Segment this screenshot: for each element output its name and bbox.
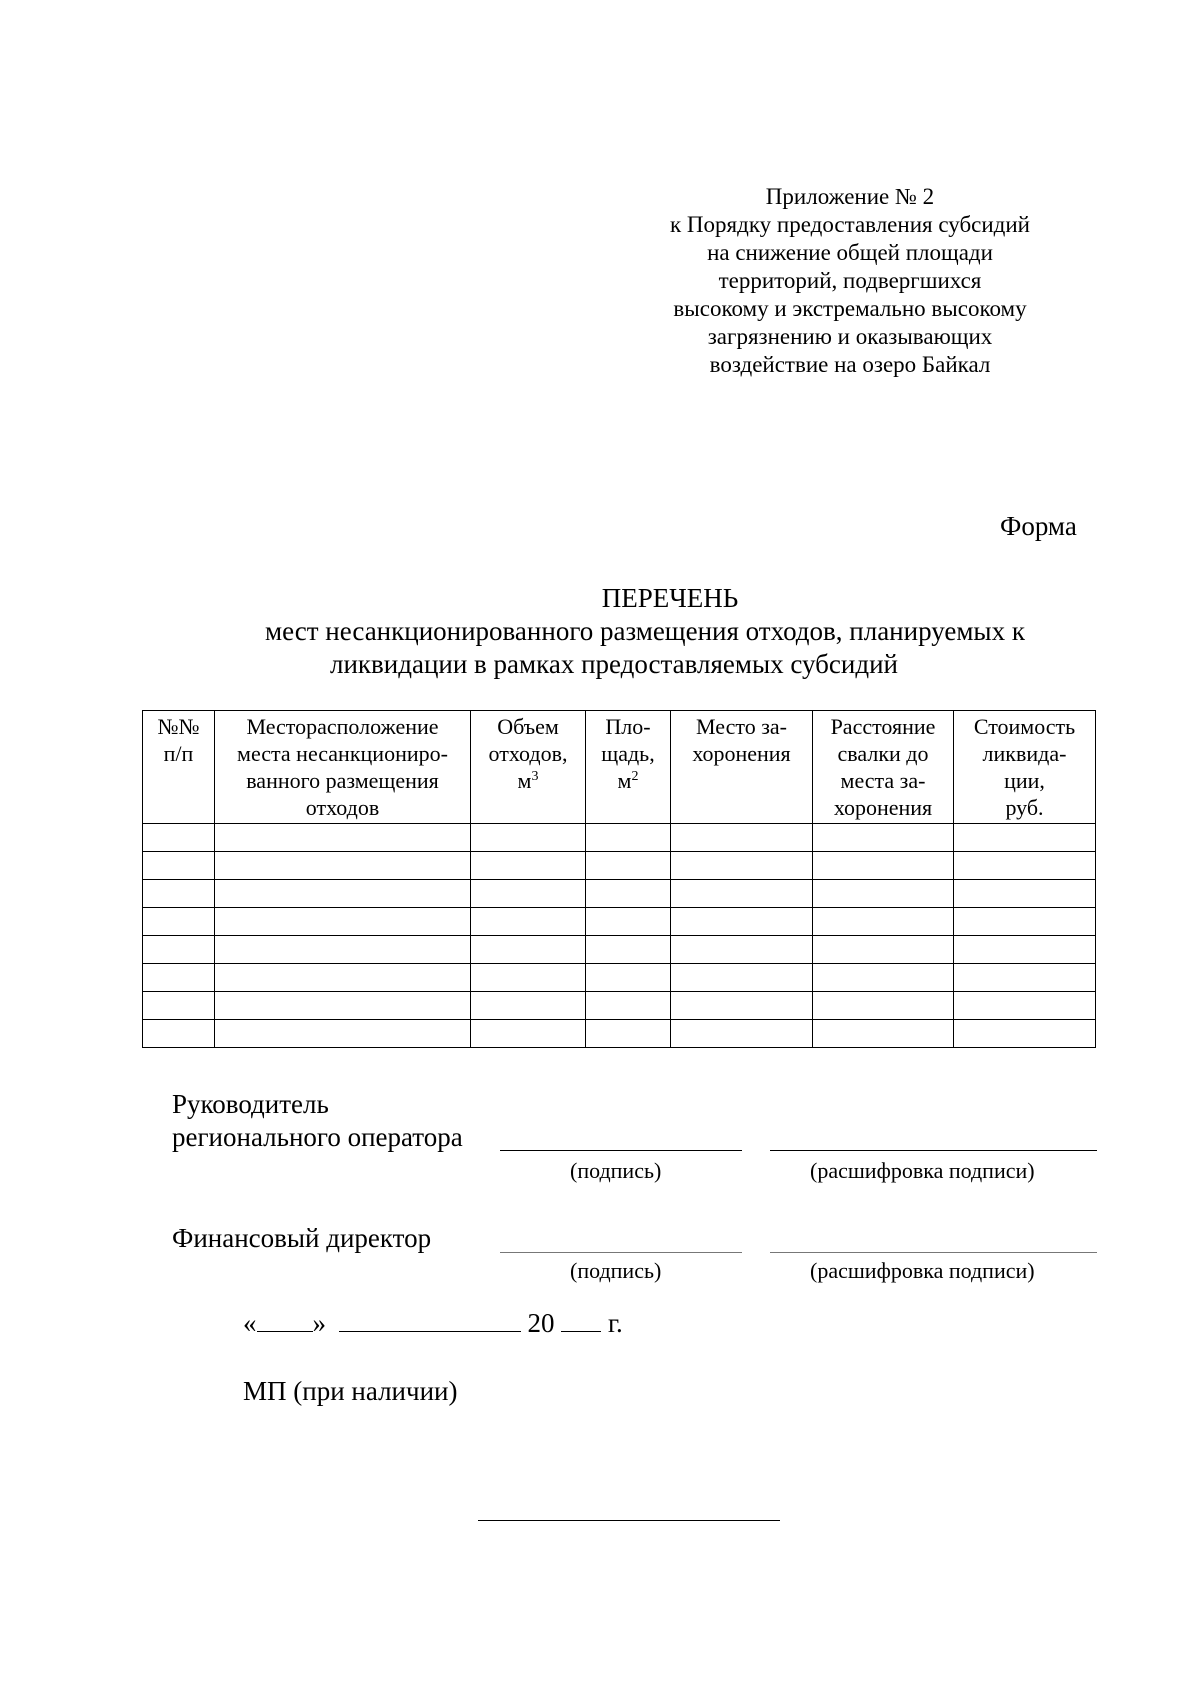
- finance-signature-caption: (подпись): [570, 1258, 662, 1283]
- annex-line: к Порядку предоставления субсидий: [670, 212, 1030, 237]
- form-label: Форма: [1000, 511, 1077, 541]
- table-cell[interactable]: [586, 880, 671, 908]
- header-burial-place: Место за- хоронения: [671, 711, 813, 824]
- table-cell[interactable]: [586, 824, 671, 852]
- table-cell[interactable]: [215, 852, 471, 880]
- table-row: [143, 964, 1096, 992]
- table-cell[interactable]: [215, 908, 471, 936]
- title-line-1: ПЕРЕЧЕНЬ: [601, 583, 739, 613]
- unit-superscript: 2: [631, 769, 639, 784]
- table-cell[interactable]: [143, 852, 215, 880]
- table-cell[interactable]: [215, 964, 471, 992]
- table-body: [143, 824, 1096, 1048]
- date-close-quote: »: [312, 1308, 326, 1338]
- table-cell[interactable]: [671, 964, 813, 992]
- head-decode-line[interactable]: [770, 1150, 1097, 1151]
- table-cell[interactable]: [813, 992, 954, 1020]
- header-location: Месторасположение места несанкциониро- ванного размещения отходов: [215, 711, 471, 824]
- header-distance: Расстояние свалки до места за- хоронения: [813, 711, 954, 824]
- finance-signature-line[interactable]: [500, 1252, 742, 1253]
- table-cell[interactable]: [954, 964, 1096, 992]
- dumpsites-table: [142, 710, 1096, 1048]
- table-row: [143, 1020, 1096, 1048]
- table-cell[interactable]: [471, 964, 586, 992]
- table-cell[interactable]: [215, 1020, 471, 1048]
- header-cost: Стоимость ликвида- ции, руб.: [954, 711, 1096, 824]
- table-cell[interactable]: [954, 852, 1096, 880]
- table-cell[interactable]: [143, 1020, 215, 1048]
- table-header-row: [143, 711, 1096, 824]
- title-line-3: ликвидации в рамках предоставляемых субсидий: [330, 649, 898, 679]
- table-cell[interactable]: [586, 992, 671, 1020]
- table-cell[interactable]: [143, 936, 215, 964]
- table-cell[interactable]: [143, 824, 215, 852]
- table-cell[interactable]: [215, 824, 471, 852]
- table-cell[interactable]: [586, 852, 671, 880]
- date-line: [243, 1305, 623, 1339]
- table-cell[interactable]: [471, 1020, 586, 1048]
- table-cell[interactable]: [143, 964, 215, 992]
- table-cell[interactable]: [671, 908, 813, 936]
- table-cell[interactable]: [954, 880, 1096, 908]
- table-cell[interactable]: [813, 964, 954, 992]
- table-cell[interactable]: [671, 936, 813, 964]
- table-cell[interactable]: [813, 852, 954, 880]
- annex-line: загрязнению и оказывающих: [707, 324, 993, 349]
- month-blank[interactable]: [339, 1305, 521, 1332]
- finance-decode-caption: (расшифровка подписи): [810, 1258, 1035, 1283]
- table-row: [143, 852, 1096, 880]
- table-cell[interactable]: [143, 880, 215, 908]
- table-cell[interactable]: [215, 992, 471, 1020]
- table-cell[interactable]: [954, 908, 1096, 936]
- table-cell[interactable]: [813, 908, 954, 936]
- head-signature-line[interactable]: [500, 1150, 742, 1151]
- table-cell[interactable]: [671, 880, 813, 908]
- table-cell[interactable]: [954, 936, 1096, 964]
- year-blank[interactable]: [561, 1305, 601, 1332]
- title-line-2: мест несанкционированного размещения отходов, планируемых к: [265, 616, 1025, 646]
- table-cell[interactable]: [471, 908, 586, 936]
- table-cell[interactable]: [586, 1020, 671, 1048]
- table-cell[interactable]: [471, 992, 586, 1020]
- table-cell[interactable]: [813, 936, 954, 964]
- table-cell[interactable]: [215, 880, 471, 908]
- table-cell[interactable]: [586, 964, 671, 992]
- table-cell[interactable]: [586, 908, 671, 936]
- header-number: №№ п/п: [143, 711, 215, 824]
- annex-line: воздействие на озеро Байкал: [709, 352, 991, 377]
- table-cell[interactable]: [813, 824, 954, 852]
- stamp-label: МП (при наличии): [243, 1376, 458, 1406]
- table-row: [143, 824, 1096, 852]
- table-cell[interactable]: [671, 1020, 813, 1048]
- head-label-line-2: регионального оператора: [172, 1122, 463, 1152]
- finance-decode-line[interactable]: [770, 1252, 1097, 1253]
- table-cell[interactable]: [954, 992, 1096, 1020]
- table-row: [143, 992, 1096, 1020]
- table-cell[interactable]: [671, 824, 813, 852]
- table-cell[interactable]: [471, 852, 586, 880]
- table-row: [143, 936, 1096, 964]
- annex-line: территорий, подвергшихся: [718, 268, 982, 293]
- table-cell[interactable]: [671, 852, 813, 880]
- table-cell[interactable]: [215, 936, 471, 964]
- head-decode-caption: (расшифровка подписи): [810, 1158, 1035, 1183]
- annex-line: высокому и экстремально высокому: [673, 296, 1027, 321]
- year-prefix: 20: [527, 1308, 555, 1338]
- table-cell[interactable]: [471, 824, 586, 852]
- table-cell[interactable]: [143, 992, 215, 1020]
- annex-line: на снижение общей площади: [707, 240, 993, 265]
- header-area: Пло- щадь, $м^2$: [586, 711, 671, 824]
- unit-superscript: 3: [531, 769, 539, 784]
- table-cell[interactable]: [813, 880, 954, 908]
- date-open-quote: «: [243, 1308, 257, 1338]
- year-suffix: г.: [608, 1308, 623, 1338]
- head-label-line-1: Руководитель: [172, 1089, 329, 1119]
- table-cell[interactable]: [471, 936, 586, 964]
- table-cell[interactable]: [143, 908, 215, 936]
- table-cell[interactable]: [586, 936, 671, 964]
- table-cell[interactable]: [954, 824, 1096, 852]
- table-cell[interactable]: [813, 1020, 954, 1048]
- bottom-separator: [478, 1520, 780, 1521]
- table-row: [143, 880, 1096, 908]
- finance-label: Финансовый директор: [172, 1223, 432, 1253]
- table-cell[interactable]: [954, 1020, 1096, 1048]
- annex-header: [640, 183, 1060, 379]
- annex-line: Приложение № 2: [765, 184, 935, 209]
- head-signature-caption: (подпись): [570, 1158, 662, 1183]
- header-volume: Объем отходов, $м^3$: [471, 711, 586, 824]
- table-row: [143, 908, 1096, 936]
- table-cell[interactable]: [671, 992, 813, 1020]
- day-blank[interactable]: [257, 1305, 313, 1332]
- table-cell[interactable]: [471, 880, 586, 908]
